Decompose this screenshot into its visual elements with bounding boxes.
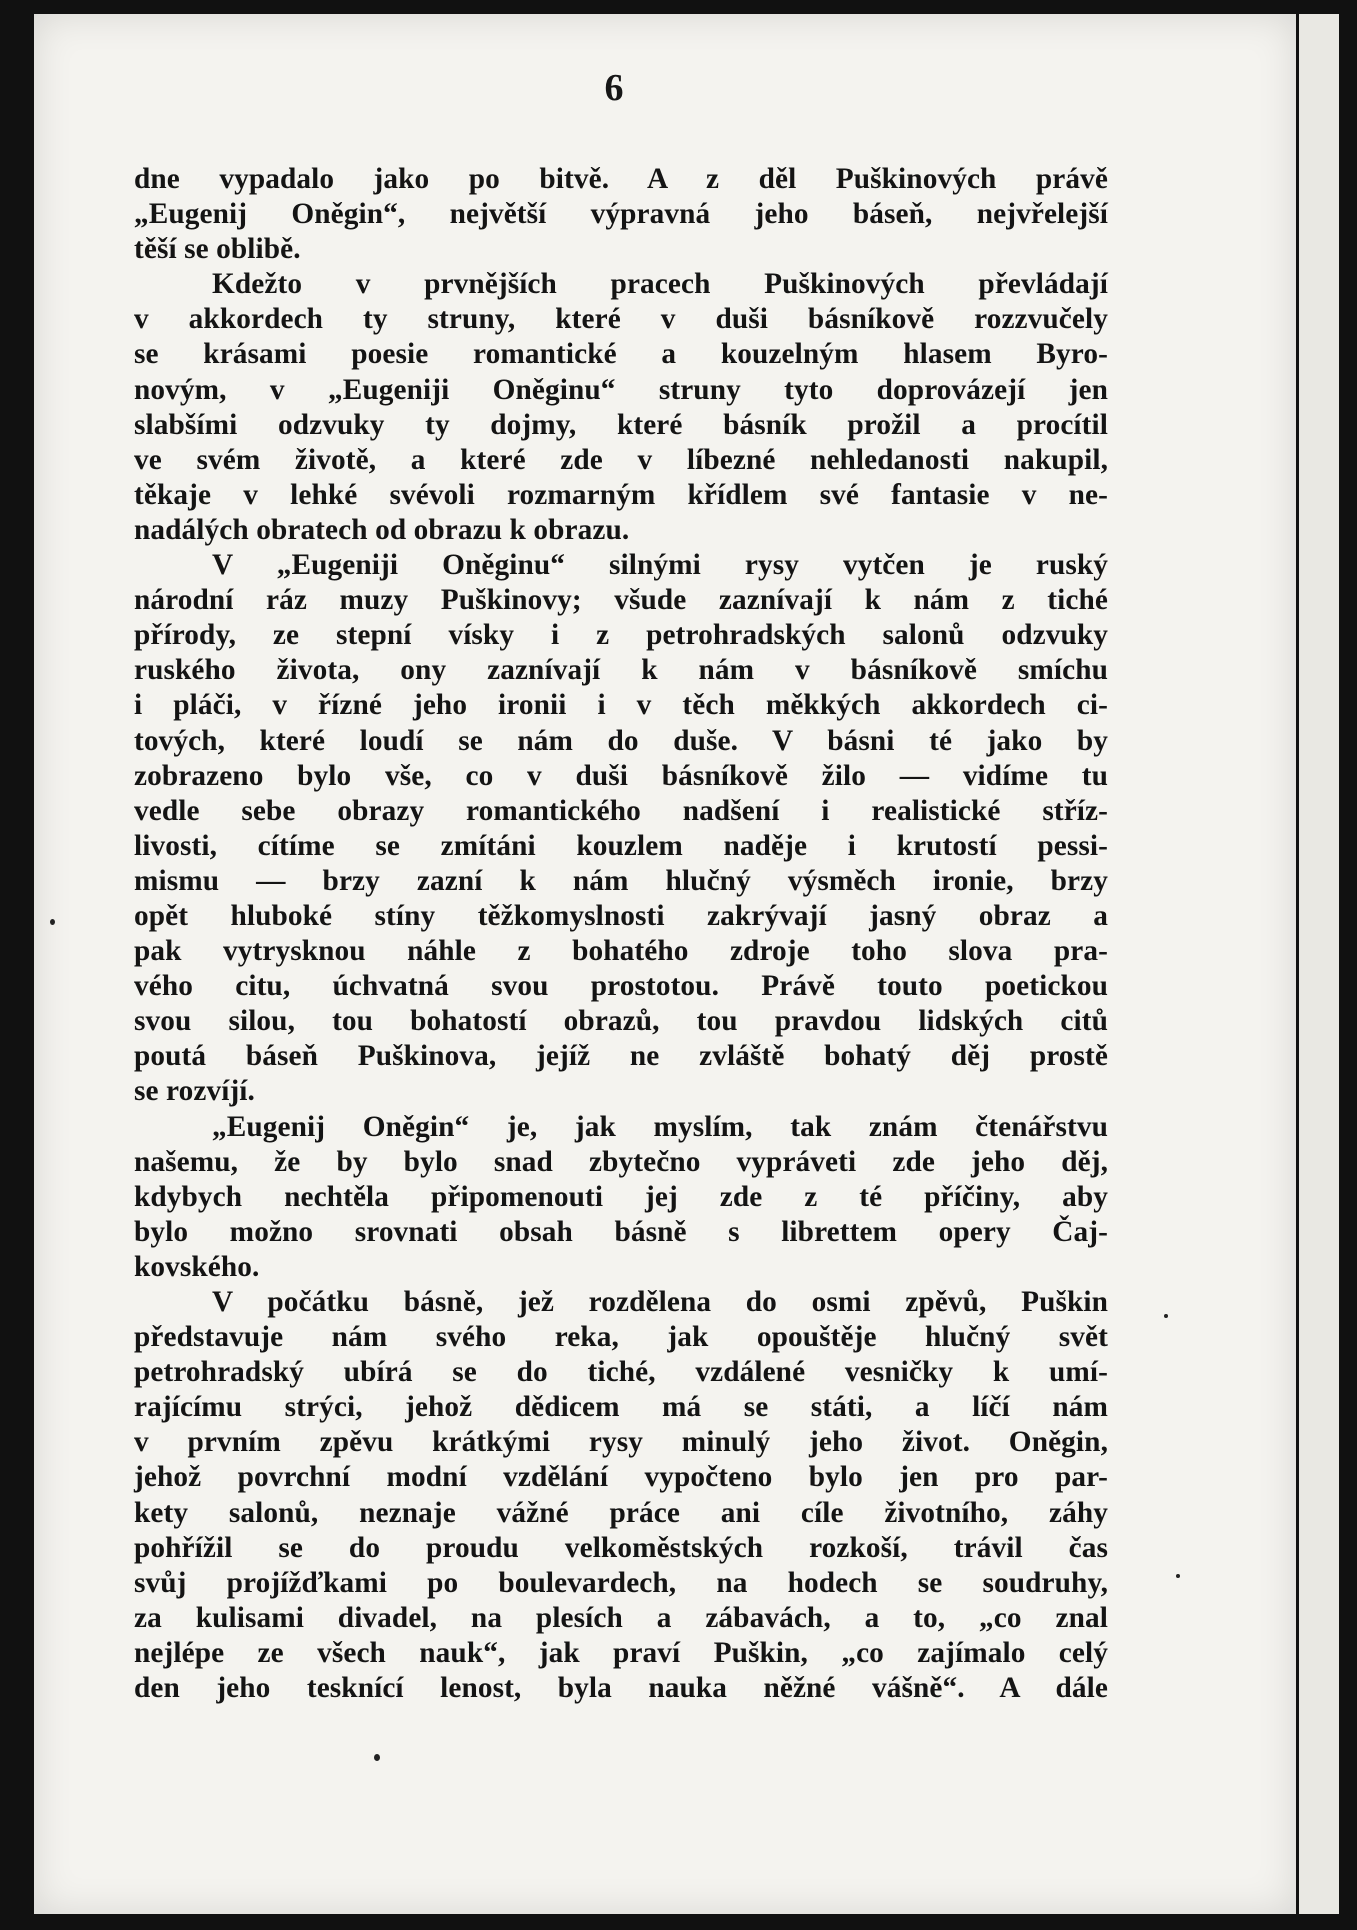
text-line: V počátku básně, jež rozdělena do osmi zpěvů, Puškin — [212, 1286, 1108, 1318]
text-line: se krásami poesie romantické a kouzelným hlasem Byro- — [134, 338, 1108, 371]
text-line: „Eugenij Oněgin“, největší výpravná jeho báseň, nejvřelejší — [134, 198, 1108, 231]
text-line: opět hluboké stíny těžkomyslnosti zakrývají jasný obraz a — [134, 899, 1108, 932]
text-line: kovského. — [134, 1250, 260, 1283]
text-line: i pláči, v řízné jeho ironii i v těch měkkých akkordech ci- — [134, 689, 1108, 722]
text-line: rajícímu strýci, jehož dědicem má se státi, a líčí nám — [134, 1391, 1108, 1424]
text-line: mismu — brzy zazní k nám hlučný výsměch ironie, brzy — [134, 864, 1108, 897]
text-line: novým, v „Eugeniji Oněginu“ struny tyto doprovázejí jen — [134, 373, 1108, 406]
text-line: vého citu, úchvatná svou prostotou. Právě touto poetickou — [134, 970, 1108, 1003]
text-line: pak vytrysknou náhle z bohatého zdroje toho slova pra- — [134, 935, 1108, 968]
text-line: den jeho tesknící lenost, byla nauka něžné vášně“. A dále — [134, 1672, 1108, 1705]
text-line: nadálých obratech od obrazu k obrazu. — [134, 513, 630, 546]
text-line: jehož povrchní modní vzdělání vypočteno bylo jen pro par- — [134, 1461, 1108, 1494]
text-line: livosti, cítíme se zmítáni kouzlem naděje i krutostí pessi- — [134, 829, 1108, 862]
text-line: nejlépe ze všech nauk“, jak praví Puškin, „co zajímalo celý — [134, 1636, 1108, 1669]
body-text — [134, 162, 1108, 1706]
text-line: dne vypadalo jako po bitvě. A z děl Puškinových právě — [134, 163, 1108, 195]
text-line: vedle sebe obrazy romantického nadšení i realistické stříz- — [134, 794, 1108, 827]
text-line: tových, které loudí se nám do duše. V básni té jako by — [134, 724, 1108, 757]
text-line: Kdežto v prvnějších pracech Puškinových převládají — [212, 268, 1108, 301]
text-line: svou silou, tou bohatostí obrazů, tou pravdou lidských citů — [134, 1005, 1108, 1038]
text-line: svůj projížďkami po boulevardech, na hodech se soudruhy, — [134, 1566, 1108, 1599]
text-line: bylo možno srovnati obsah básně s librettem opery Čaj- — [134, 1215, 1108, 1248]
text-line: kety salonů, neznaje vážné práce ani cíle životního, záhy — [134, 1496, 1108, 1529]
text-line: za kulisami divadel, na plesích a zábavách, a to, „co znal — [134, 1601, 1108, 1634]
text-line: poutá báseň Puškinova, jejíž ne zvláště bohatý děj prostě — [134, 1040, 1108, 1073]
text-line: „Eugenij Oněgin“ je, jak myslím, tak znám čtenářstvu — [212, 1110, 1108, 1143]
text-line: v prvním zpěvu krátkými rysy minulý jeho život. Oněgin, — [134, 1426, 1108, 1459]
text-line: přírody, ze stepní vísky i z petrohradských salonů odzvuky — [134, 619, 1108, 652]
adjacent-page-edge — [1296, 14, 1339, 1914]
text-line: těší se oblibě. — [134, 233, 301, 266]
text-line: v akkordech ty struny, které v duši básníkově rozzvučely — [134, 303, 1108, 336]
text-line: představuje nám svého reka, jak opouštěje hlučný svět — [134, 1321, 1108, 1354]
text-line: národní ráz muzy Puškinovy; všude zaznívají k nám z tiché — [134, 584, 1108, 617]
page-number: 6 — [604, 67, 624, 109]
text-line: se rozvíjí. — [134, 1075, 255, 1108]
text-line: kdybych nechtěla připomenouti jej zde z té příčiny, aby — [134, 1180, 1108, 1213]
text-line: petrohradský ubírá se do tiché, vzdálené vesničky k umí- — [134, 1356, 1108, 1389]
text-line: V „Eugeniji Oněginu“ silnými rysy vytčen je ruský — [212, 549, 1108, 582]
text-line: ruského života, ony zaznívají k nám v básníkově smíchu — [134, 654, 1108, 687]
text-line: našemu, že by bylo snad zbytečno vypráveti zde jeho děj, — [134, 1145, 1108, 1178]
text-line: slabšími odzvuky ty dojmy, které básník prožil a procítil — [134, 408, 1108, 441]
text-line: těkaje v lehké svévoli rozmarným křídlem své fantasie v ne- — [134, 478, 1108, 511]
book-page — [34, 14, 1296, 1914]
text-line: ve svém životě, a které zde v líbezné nehledanosti nakupil, — [134, 443, 1108, 476]
text-line: zobrazeno bylo vše, co v duši básníkově žilo — vidíme tu — [134, 759, 1108, 792]
text-line: pohřížil se do proudu velkoměstských rozkoší, trávil čas — [134, 1531, 1108, 1564]
